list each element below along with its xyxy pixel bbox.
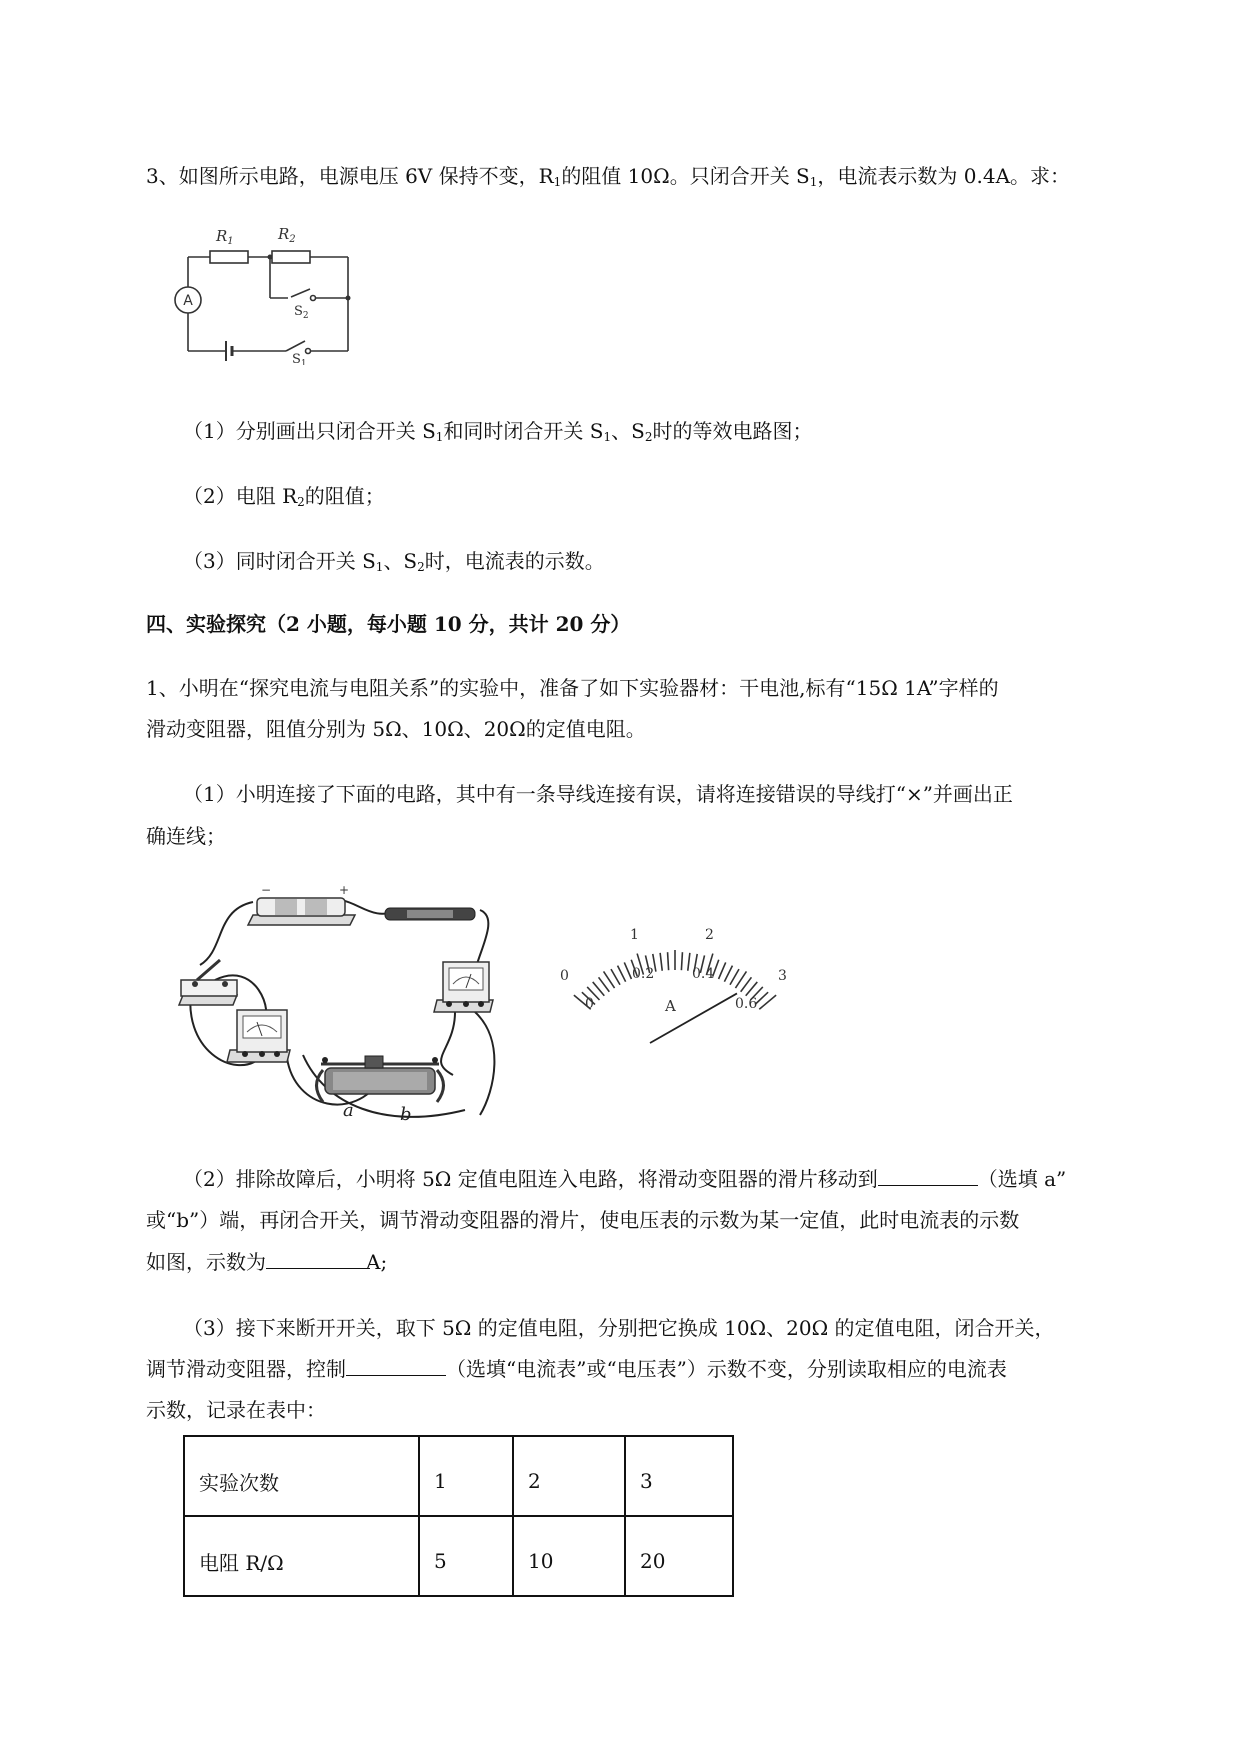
r1-symbol xyxy=(210,251,248,263)
table-cell: 20 xyxy=(625,1516,733,1596)
e1-part1-line2: 确连线； xyxy=(146,824,226,848)
svg-text:R1: $R_1$ xyxy=(216,227,234,247)
dial-tick xyxy=(719,962,726,979)
table-cell: 1 xyxy=(419,1436,513,1516)
terminal-a-label: a xyxy=(343,1100,354,1121)
dial-bottom-label: 0.6 xyxy=(735,996,758,1012)
wire xyxy=(475,1012,494,1115)
section-heading: 四、实验探究（2 小题，每小题 10 分，共计 20 分） xyxy=(146,612,631,636)
table-cell: 2 xyxy=(513,1436,625,1516)
e1-part2-line3: 如图，示数为 A; xyxy=(146,1250,388,1274)
dial-tick xyxy=(681,952,682,970)
e1-part3-line1: （3）接下来断开开关，取下 5Ω 的定值电阻，分别把它换成 10Ω、20Ω 的定值电阻，闭合开关， xyxy=(183,1316,1055,1340)
dial-tick xyxy=(724,966,732,982)
ammeter-dial xyxy=(550,905,800,1045)
dial-unit: A xyxy=(665,997,676,1015)
dial-top-label: 0 xyxy=(560,968,569,984)
table-cell: 实验次数 xyxy=(184,1436,419,1516)
e1-stem-line2: 滑动变阻器，阻值分别为 5Ω、10Ω、20Ω的定值电阻。 xyxy=(146,717,646,741)
apparatus-illustration xyxy=(175,880,535,1130)
dial-top-label: 1 xyxy=(630,927,639,943)
svg-text:+: + xyxy=(339,883,350,897)
dial-tick xyxy=(624,962,631,979)
answer-blank-meter[interactable] xyxy=(346,1355,446,1376)
dial-tick xyxy=(611,969,620,985)
fixed-resistor xyxy=(385,908,475,920)
dial-top-label: 2 xyxy=(705,927,714,943)
circuit-diagram xyxy=(160,215,380,365)
answer-blank-current[interactable] xyxy=(266,1248,366,1269)
q3-part3: （3）同时闭合开关 $S_1$、$S_2$时，电流表的示数。 xyxy=(183,549,605,574)
svg-text:R2: $R_2$ xyxy=(278,225,296,245)
wire xyxy=(200,902,253,965)
svg-text:S1: $S_1$ xyxy=(292,352,307,365)
dial-tick xyxy=(660,953,662,971)
table-cell: 电阻 R/Ω xyxy=(184,1516,419,1596)
s2-switch-blade xyxy=(291,289,310,297)
dial-tick xyxy=(730,969,739,985)
q3-stem: 3、如图所示电路，电源电压 6V 保持不变，$R_1$的阻值 10Ω。只闭合开关 $S_1$，电流表示数为 0.4A。求： xyxy=(146,164,1071,189)
table-cell: 3 xyxy=(625,1436,733,1516)
dial-needle xyxy=(650,993,737,1043)
e1-stem-line1: 1、小明在“探究电流与电阻关系”的实验中，准备了如下实验器材：干电池,标有“15Ω 1A”字样的 xyxy=(146,676,999,700)
table-cell: 5 xyxy=(419,1516,513,1596)
e1-part1-line1: （1）小明连接了下面的电路，其中有一条导线连接有误，请将连接错误的导线打“×”并画出正 xyxy=(183,782,1013,806)
dial-bottom-label: 0.2 xyxy=(632,966,655,982)
battery-holder xyxy=(248,883,355,925)
e1-part2-line2: 或“b”）端，再闭合开关，调节滑动变阻器的滑片，使电压表的示数为某一定值，此时电流表的示数 xyxy=(146,1208,1020,1232)
table-row xyxy=(184,1436,733,1516)
ammeter xyxy=(227,1010,290,1062)
table-row xyxy=(184,1516,733,1596)
e1-part3-line2: 调节滑动变阻器，控制 （选填“电流表”或“电压表”）示数不变，分别读取相应的电流表 xyxy=(146,1357,1007,1381)
switch xyxy=(179,960,237,1005)
e1-part3-line3: 示数，记录在表中： xyxy=(146,1398,326,1422)
q3-part1: （1）分别画出只闭合开关 $S_1$和同时闭合开关 $S_1$、$S_2$时的等效电路图； xyxy=(183,419,813,444)
wire xyxy=(441,1012,455,1075)
dial-bottom-label: 0.4 xyxy=(692,966,715,982)
e1-part2-line1: （2）排除故障后，小明将 5Ω 定值电阻连入电路，将滑动变阻器的滑片移动到 （选填 a” xyxy=(183,1167,1067,1191)
svg-text:−: − xyxy=(261,883,272,897)
r2-symbol xyxy=(272,251,310,263)
dial-tick xyxy=(668,952,669,970)
voltmeter xyxy=(434,962,493,1012)
dial-tick xyxy=(688,953,690,971)
record-table xyxy=(183,1435,734,1597)
answer-blank-end[interactable] xyxy=(878,1165,978,1186)
svg-text:S2: $S_2$ xyxy=(294,304,309,321)
q3-part2: （2）电阻 $R_2$的阻值； xyxy=(183,484,385,509)
s1-switch-blade xyxy=(286,341,305,351)
svg-text:A: A xyxy=(183,293,193,309)
table-cell: 10 xyxy=(513,1516,625,1596)
terminal-b-label: b xyxy=(400,1104,412,1125)
dial-top-label: 3 xyxy=(778,968,787,984)
dial-bottom-label: 0 xyxy=(585,996,594,1012)
dial-tick xyxy=(618,966,626,982)
